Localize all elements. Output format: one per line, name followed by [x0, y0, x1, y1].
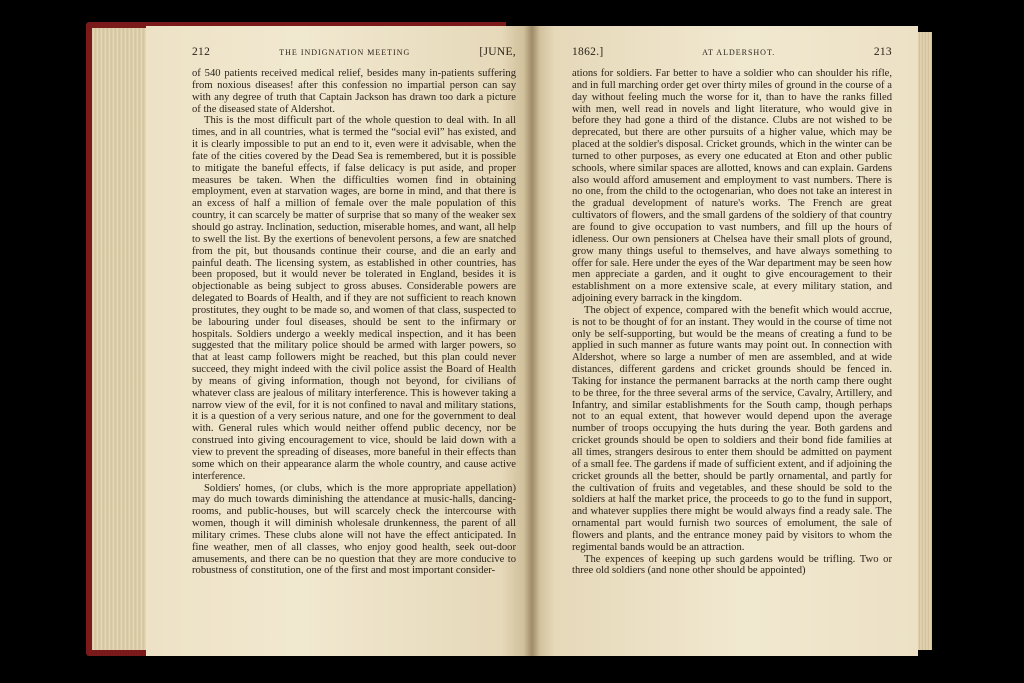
paragraph: This is the most difficult part of the whole question to deal with. In all times, and in all countries, what is termed the “social evil” has existed, and it is clearly impossible to put an end to it, even were it advisable, when the fate of the cities covered by the Dead Sea is remembered, but it is possible to mitigate the baneful effects, if false delicacy is put aside, and proper measures be taken. When the difficulties women find in obtaining employment, even at starvation wages, are borne in mind, and that there is an excess of half a million of female over the male population of this country, it can scarcely be matter of surprise that so many of the weaker sex should go astray. Inclination, seduction, miserable homes, and want, all help to swell the list. By the exertions of benevolent persons, a few are snatched from the pit, but thousands continue their course, and die an early and painful death. The licensing system, as established in other countries, has been proposed, but it would never be tolerated in England, besides it is objectionable as being subject to gross abuses. Considerable powers are delegated to Boards of Health, and if they are not sufficient to reach known prostitutes, they ought to be made so, and women of that class, suspected to be labouring under foul diseases, should be sent to the infirmary or hospitals. Soldiers undergo a weekly medical inspection, and it has been suggested that the military police should be armed with larger powers, so that at least camp followers might be reached, but this plan could never succeed, they might indeed with the civil police assist the Board of Health by means of giving information, though not beyond, for civilians of whatever class are jealous of military interference. This is however taking a narrow view of the evil, for it is not confined to naval and military stations, it is a question of a very serious nature, and one for the government to deal with. General rules which would neither offend public decency, nor be construed into giving encouragement to vice, should be laid down with a view to prevent the spreading of diseases, more baneful in their effects than some which on their appearance alarm the whole country, and cause active interference. [192, 115, 516, 482]
page-edges-right [916, 32, 932, 650]
paragraph: Soldiers' homes, (or clubs, which is the more appropriate appellation) may do much towards diminishing the attendance at music-halls, dancing-rooms, and public-houses, but will scarcely check the intercourse with women, though it will diminish wholesale drunkenness, the parent of all military crimes. These clubs alone will not have the effect anticipated. In fine weather, men of all classes, who enjoy good health, seek out-door amusements, and there can be no question that they are more conducive to robustness of constitution, one of the first and most important consider- [192, 482, 516, 577]
left-page-header [192, 46, 516, 68]
left-running-title: THE INDIGNATION MEETING [279, 48, 411, 57]
book-gutter [524, 26, 540, 656]
left-page-text [192, 68, 516, 577]
right-page-number: 213 [873, 46, 892, 58]
page-edges-left [92, 28, 150, 650]
right-page-date: 1862.] [572, 46, 604, 58]
left-page [146, 26, 532, 656]
paragraph: of 540 patients received medical relief, besides many in-patients suffering from noxious diseases! after this confession no impartial person can say with any degree of truth that Captain Jackson has drawn too dark a picture of the diseased state of Aldershot. [192, 68, 516, 115]
right-page-header [572, 46, 892, 68]
paragraph: The object of expence, compared with the benefit which would accrue, is not to be thought of for an instant. They would in the course of time not only be self-supporting, but would be the means of creating a fund to be applied in such manner as future wants may point out. In connection with Aldershot, where so large a number of men are assembled, and at wide distances, different gardens and cricket grounds should be fenced in. Taking for instance the permanent barracks at the north camp there ought to be three, for the three several arms of the service, Cavalry, Artillery, and Infantry, and similar establishments for the South camp, though perhaps not to an equal extent, that however would depend upon the average number of troops occupying the huts during the year. Both gardens and cricket grounds should be open to soldiers and their bond fide families at all times, strangers desirous to enter them should be admitted on payment of a small fee. The gardens if made of sufficient extent, and if adjoining the cricket grounds all the better, should be partly ornamental, and partly for the cultivation of fruits and vegetables, and these should be sold to the soldiers at half the market price, the proceeds to go to the fund in support, and whatever supplies there might be would always find a ready sale. The ornamental part would furnish two sources of emolument, the sale of flowers and plants, and the entrance money paid by visitors to whom the regimental bands would be an attraction. [572, 304, 892, 553]
left-page-number: 212 [192, 46, 211, 58]
right-running-title: AT ALDERSHOT. [702, 48, 776, 57]
paragraph: ations for soldiers. Far better to have a soldier who can shoulder his rifle, and in full marching order get over thirty miles of ground in the course of a day without feeling much the worse for it, than to have the ranks filled with men, well read in novels and light literature, who would give in before they had gone a third of the distance. Clubs are not wished to be deprecated, but there are other pursuits of a higher value, which may be placed at the soldier's disposal. Cricket grounds, which in the winter can be turned to other purposes, as every one educated at Eton and other public schools, where similar spaces are allotted, knows and can explain. Gardens also would afford amusement and employment to vast numbers. There is no one, from the child to the octogenarian, who does not take an interest in the gradual development of nature's works. The French are great cultivators of flowers, and the small gardens of the soldiery of that country are found to give occupation to vast numbers, and fill up the hours of idleness. Our own pensioners at Chelsea have their small plots of ground, grow many things useful to themselves, and have always something to offer for sale. Here under the eyes of the War department may be seen how men appreciate a garden, and it ought to give encouragement to their establishment on a more extensive scale, at every military station, and adjoining every barrack in the kingdom. [572, 68, 892, 305]
open-book [86, 18, 934, 658]
paragraph: The expences of keeping up such gardens would be trifling. Two or three old soldiers (and none other should be appointed) [572, 553, 892, 577]
right-page-text [572, 68, 892, 577]
right-page [532, 26, 918, 656]
left-page-date: [JUNE, [479, 46, 516, 58]
